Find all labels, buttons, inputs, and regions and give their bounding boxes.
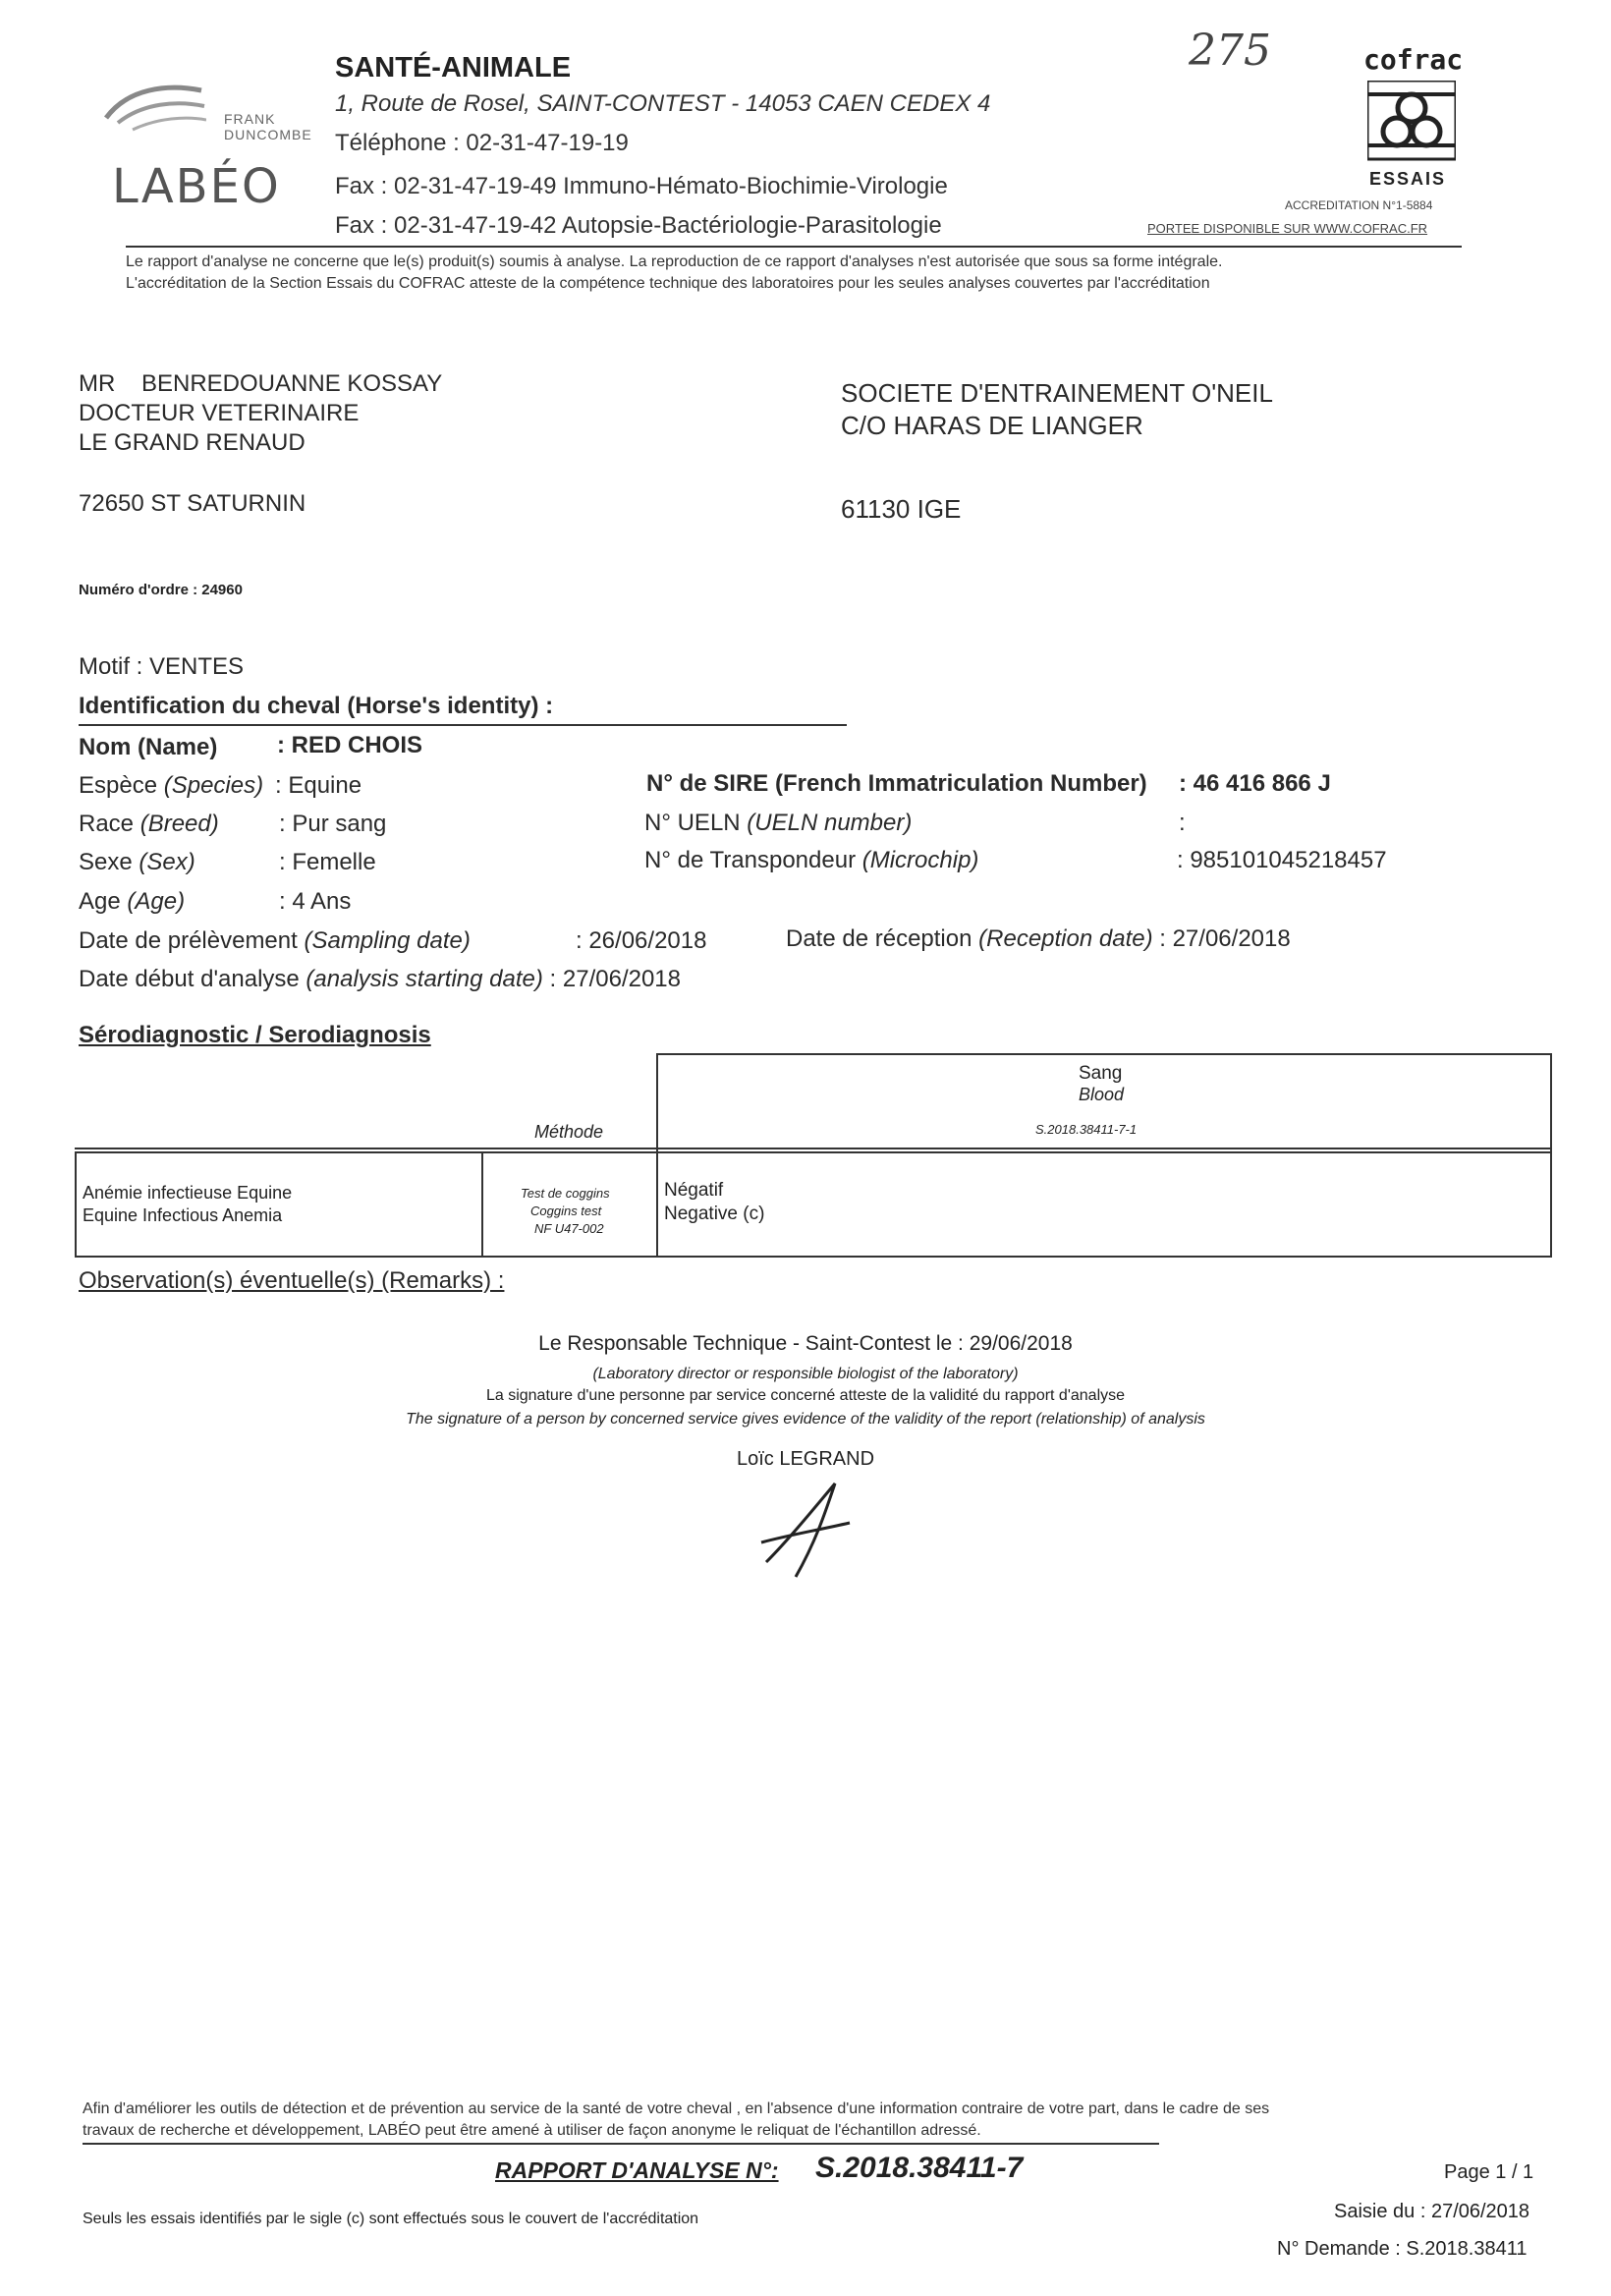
col-sang: Sang xyxy=(1079,1063,1123,1084)
species-label-en: (Species) xyxy=(163,772,264,799)
handwritten-number: 275 xyxy=(1189,26,1271,76)
observations: Observation(s) éventuelle(s) (Remarks) : xyxy=(79,1267,505,1294)
addressee-left-line3: LE GRAND RENAUD xyxy=(79,429,306,456)
sex-value: : Femelle xyxy=(279,849,376,875)
lab-fax-1: Fax : 02-31-47-19-49 Immuno-Hémato-Biochimie-Virologie xyxy=(335,173,948,199)
ueln-value: : xyxy=(1179,810,1186,836)
footer-rule xyxy=(83,2143,1159,2145)
start-date-label: Date début d'analyse xyxy=(79,966,300,992)
identification-rule xyxy=(79,724,847,726)
report-number: S.2018.38411-7 xyxy=(815,2152,1024,2184)
age-label-en: (Age) xyxy=(127,888,186,915)
addressee-right-line3: 61130 IGE xyxy=(841,494,962,524)
cofrac-emblem-icon xyxy=(1367,81,1456,169)
signature-line-4: The signature of a person by concerned service gives evidence of the validity of the report (relationship) of analysis xyxy=(406,1411,1205,1428)
reception-date-label: Date de réception xyxy=(786,925,972,952)
test-name-en: Equine Infectious Anemia xyxy=(83,1205,283,1225)
ueln-label: N° UELN xyxy=(644,810,741,836)
signature-line-1: Le Responsable Technique - Saint-Contest le : 29/06/2018 xyxy=(538,1332,1073,1355)
method-line-3: NF U47-002 xyxy=(534,1221,604,1236)
signer-name: Loïc LEGRAND xyxy=(736,1448,875,1470)
identification-title: Identification du cheval (Horse's identity) : xyxy=(79,693,554,719)
sampling-date-label-en: (Sampling date) xyxy=(304,927,471,954)
species-value: : Equine xyxy=(275,772,362,799)
cofrac-logo xyxy=(1356,43,1464,191)
sampling-date-value: : 26/06/2018 xyxy=(576,927,707,954)
sire-value: : 46 416 866 J xyxy=(1179,770,1331,797)
sex-label: Sexe xyxy=(79,849,133,875)
table-header-rule xyxy=(75,1148,1550,1149)
addressee-right-line1: SOCIETE D'ENTRAINEMENT O'NEIL xyxy=(841,378,1273,408)
header-rule xyxy=(126,246,1462,248)
breed-label: Race xyxy=(79,811,135,837)
row-divider-2 xyxy=(656,1151,658,1256)
logo-frank-text: FRANK xyxy=(224,111,276,127)
addressee-right xyxy=(841,377,1273,526)
addressee-left xyxy=(79,369,442,519)
handwritten-signature-icon xyxy=(756,1474,864,1582)
addressee-left-line1: MR BENREDOUANNE KOSSAY xyxy=(79,370,443,397)
sire-label: N° de SIRE (French Immatriculation Number) xyxy=(646,770,1147,797)
age-value: : 4 Ans xyxy=(279,888,352,915)
research-note-1: Afin d'améliorer les outils de détection et de prévention au service de la santé de votre cheval , en l'absence d'une information contraire de votre part, dans le cadre de ses xyxy=(83,2100,1270,2117)
logo-labeo-text: LABÉO xyxy=(112,159,281,214)
breed-label-en: (Breed) xyxy=(139,811,219,837)
method-line-2: Coggins test xyxy=(530,1204,602,1218)
order-number: Numéro d'ordre : 24960 xyxy=(79,582,243,598)
signature-line-3: La signature d'une personne par service concerné atteste de la validité du rapport d'analyse xyxy=(485,1387,1126,1404)
age-label: Age xyxy=(79,888,121,915)
addressee-right-line2: C/O HARAS DE LIANGER xyxy=(841,411,1143,440)
demande-number: N° Demande : S.2018.38411 xyxy=(1277,2238,1528,2260)
cofrac-portee: PORTEE DISPONIBLE SUR WWW.COFRAC.FR xyxy=(1147,221,1428,236)
col-methode: Méthode xyxy=(534,1122,604,1142)
reception-date-label-en: (Reception date) xyxy=(978,925,1153,952)
signature-line-2: (Laboratory director or responsible biologist of the laboratory) xyxy=(592,1366,1019,1382)
horse-name-label: Nom (Name) xyxy=(79,734,218,760)
lab-title: SANTÉ-ANIMALE xyxy=(335,52,572,84)
reception-date-value: : 27/06/2018 xyxy=(1159,925,1291,952)
addressee-left-line2: DOCTEUR VETERINAIRE xyxy=(79,400,360,426)
logo-duncombe-text: DUNCOMBE xyxy=(224,127,312,142)
sampling-date-label: Date de prélèvement xyxy=(79,927,298,954)
lab-address: 1, Route de Rosel, SAINT-CONTEST - 14053 CAEN CEDEX 4 xyxy=(335,90,991,117)
transponder-value: : 985101045218457 xyxy=(1177,847,1387,873)
start-date-label-en: (analysis starting date) xyxy=(306,966,543,992)
species-label: Espèce xyxy=(79,772,158,799)
research-note-2: travaux de recherche et développement, LABÉO peut être amené à utiliser de façon anonyme le reliquat de l'échantillon adressé. xyxy=(83,2122,981,2139)
sample-id: S.2018.38411-7-1 xyxy=(1035,1122,1138,1137)
horse-name-value: : RED CHOIS xyxy=(277,732,423,758)
cofrac-word: cofrac xyxy=(1363,43,1464,76)
test-name-fr: Anémie infectieuse Equine xyxy=(83,1183,293,1203)
result-en: Negative (c) xyxy=(664,1204,765,1224)
row-divider-1 xyxy=(481,1151,483,1256)
lab-telephone: Téléphone : 02-31-47-19-19 xyxy=(335,130,629,156)
start-date-value: : 27/06/2018 xyxy=(549,966,681,992)
transponder-label-en: (Microchip) xyxy=(861,847,979,873)
serodiagnostic-title: Sérodiagnostic / Serodiagnosis xyxy=(79,1022,431,1048)
result-fr: Négatif xyxy=(664,1180,724,1201)
page-number: Page 1 / 1 xyxy=(1444,2161,1534,2183)
breed-value: : Pur sang xyxy=(279,811,387,837)
sex-label-en: (Sex) xyxy=(139,849,195,875)
report-label: RAPPORT D'ANALYSE N°: xyxy=(495,2157,779,2183)
lab-fax-2: Fax : 02-31-47-19-42 Autopsie-Bactériologie-Parasitologie xyxy=(335,212,942,239)
cofrac-essais: ESSAIS xyxy=(1369,169,1447,189)
method-line-1: Test de coggins xyxy=(521,1186,610,1201)
col-blood: Blood xyxy=(1079,1085,1125,1104)
notice-line-1: Le rapport d'analyse ne concerne que le(s) produit(s) soumis à analyse. La reproduction de ce rapport d'analyses n'est autorisée que sous sa forme intégrale. xyxy=(126,253,1223,270)
saisie-date: Saisie du : 27/06/2018 xyxy=(1334,2201,1530,2222)
notice-line-2: L'accréditation de la Section Essais du COFRAC atteste de la compétence technique des laboratoires pour les seules analyses couvertes par l'accréditation xyxy=(126,275,1210,292)
addressee-left-line4: 72650 ST SATURNIN xyxy=(79,490,306,517)
accreditation-footnote: Seuls les essais identifiés par le sigle (c) sont effectués sous le couvert de l'accréditation xyxy=(83,2211,699,2227)
table-row xyxy=(75,1151,1552,1258)
ueln-label-en: (UELN number) xyxy=(747,810,913,836)
motif: Motif : VENTES xyxy=(79,653,245,680)
transponder-label: N° de Transpondeur xyxy=(644,847,857,873)
accreditation-number: ACCREDITATION N°1-5884 xyxy=(1285,198,1433,212)
logo-swoosh-icon xyxy=(98,79,206,138)
labeo-logo xyxy=(98,79,312,216)
